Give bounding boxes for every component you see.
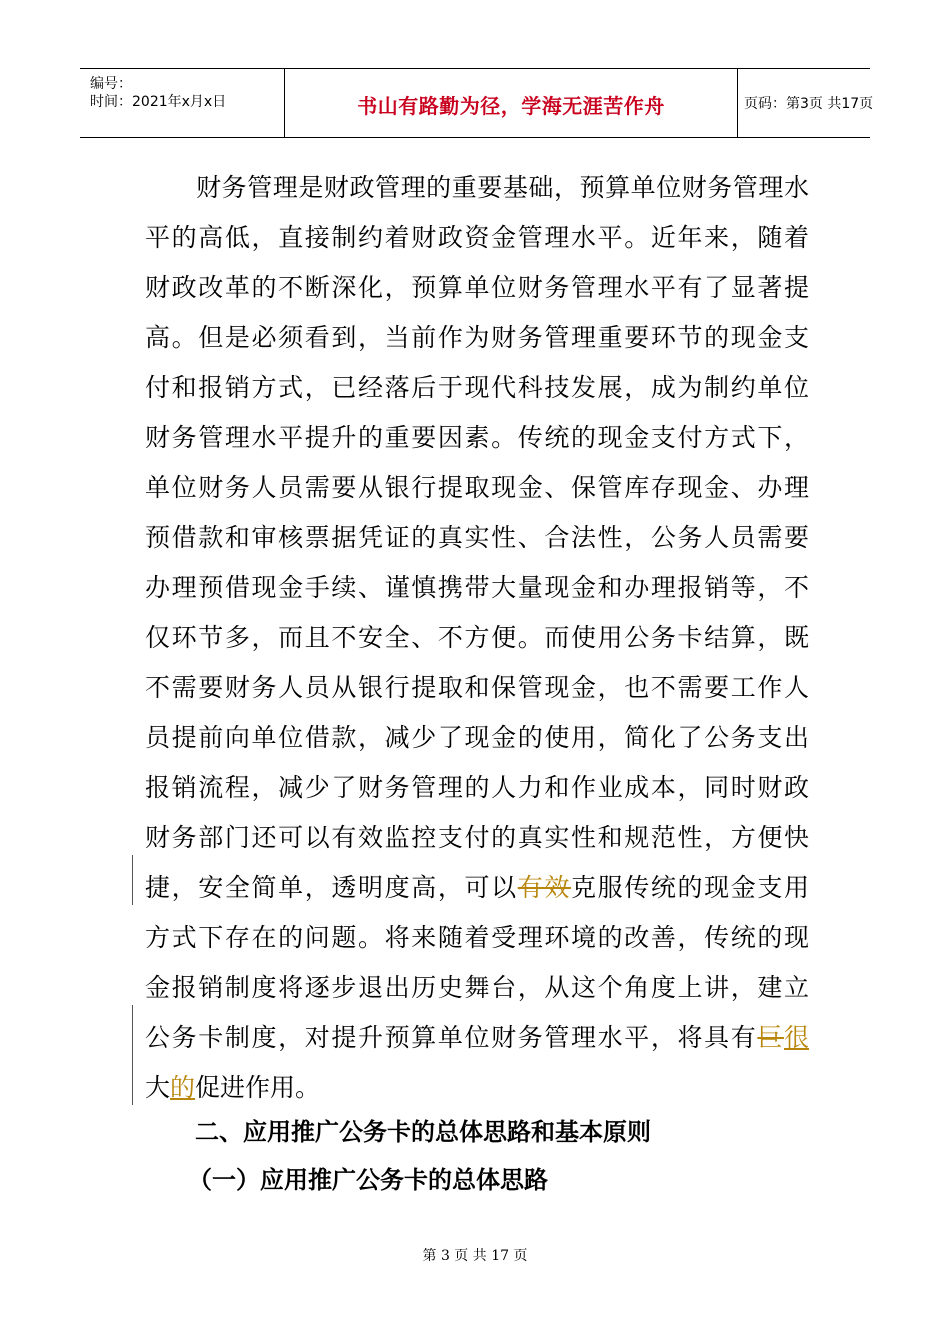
paragraph-line: 金报销制度将逐步退出历史舞台，从这个角度上讲，建立 [145, 973, 809, 1002]
paragraph-line: 仅环节多，而且不安全、不方便。而使用公务卡结算，既 [145, 623, 809, 652]
serial-label: 编号： [90, 76, 132, 92]
paragraph-line: 付和报销方式，已经落后于现代科技发展，成为制约单位 [145, 373, 809, 402]
paragraph-line: 平的高低，直接制约着财政资金管理水平。近年来，随着 [145, 223, 809, 252]
section-heading: 二、应用推广公务卡的总体思路和基本原则 [195, 1118, 651, 1146]
revision-bar [132, 1005, 133, 1105]
header-page-cell [737, 69, 874, 137]
date-label: 时间：2021年x月x日 [90, 94, 227, 110]
deleted-text: 巨 [757, 1023, 784, 1052]
header-page-info: 页码：第3页 共17页 [744, 96, 874, 112]
text-run: 捷，安全简单，透明度高，可以 [145, 873, 518, 902]
paragraph-line-revised [145, 863, 809, 913]
paragraph-line: 财务管理水平提升的重要因素。传统的现金支付方式下， [145, 423, 809, 452]
paragraph-line: 办理预借现金手续、谨慎携带大量现金和办理报销等，不 [145, 573, 809, 602]
paragraph-line: 报销流程，减少了财务管理的人力和作业成本，同时财政 [145, 773, 809, 802]
inserted-text: 很 [783, 1023, 809, 1052]
paragraph-line: 财务部门还可以有效监控支付的真实性和规范性，方便快 [145, 823, 809, 852]
body-paragraph [145, 163, 809, 1113]
page-footer: 第 3 页 共 17 页 [422, 1248, 528, 1264]
text-run: 公务卡制度，对提升预算单位财务管理水平，将具有 [145, 1023, 758, 1052]
paragraph-line: 财务管理是财政管理的重要基础，预算单位财务管理水 [145, 173, 809, 202]
text-run: 克服传统的现金支用 [570, 873, 809, 902]
paragraph-line: 员提前向单位借款，减少了现金的使用，简化了公务支出 [145, 723, 809, 752]
page-header [80, 68, 874, 138]
paragraph-line: 不需要财务人员从银行提取和保管现金，也不需要工作人 [145, 673, 809, 702]
motto-text: 书山有路勤为径，学海无涯苦作舟 [357, 94, 665, 118]
paragraph-line: 方式下存在的问题。将来随着受理环境的改善，传统的现 [145, 923, 809, 952]
header-motto-cell [284, 69, 738, 137]
paragraph-line: 高。但是必须看到，当前作为财务管理重要环节的现金支 [145, 323, 809, 352]
deleted-text: 有效 [517, 873, 571, 902]
paragraph-line-revised [145, 1013, 809, 1063]
inserted-text: 的 [170, 1073, 196, 1102]
text-run: 大 [145, 1073, 171, 1102]
revision-bar [132, 855, 133, 905]
paragraph-line-revised [145, 1063, 809, 1113]
paragraph-line: 单位财务人员需要从银行提取现金、保管库存现金、办理 [145, 473, 809, 502]
header-meta-cell [80, 69, 284, 137]
paragraph-line: 财政改革的不断深化，预算单位财务管理水平有了显著提 [145, 273, 809, 302]
paragraph-line: 预借款和审核票据凭证的真实性、合法性，公务人员需要 [145, 523, 809, 552]
text-run: 促进作用。 [195, 1073, 321, 1102]
subsection-heading: （一）应用推广公务卡的总体思路 [188, 1166, 548, 1194]
